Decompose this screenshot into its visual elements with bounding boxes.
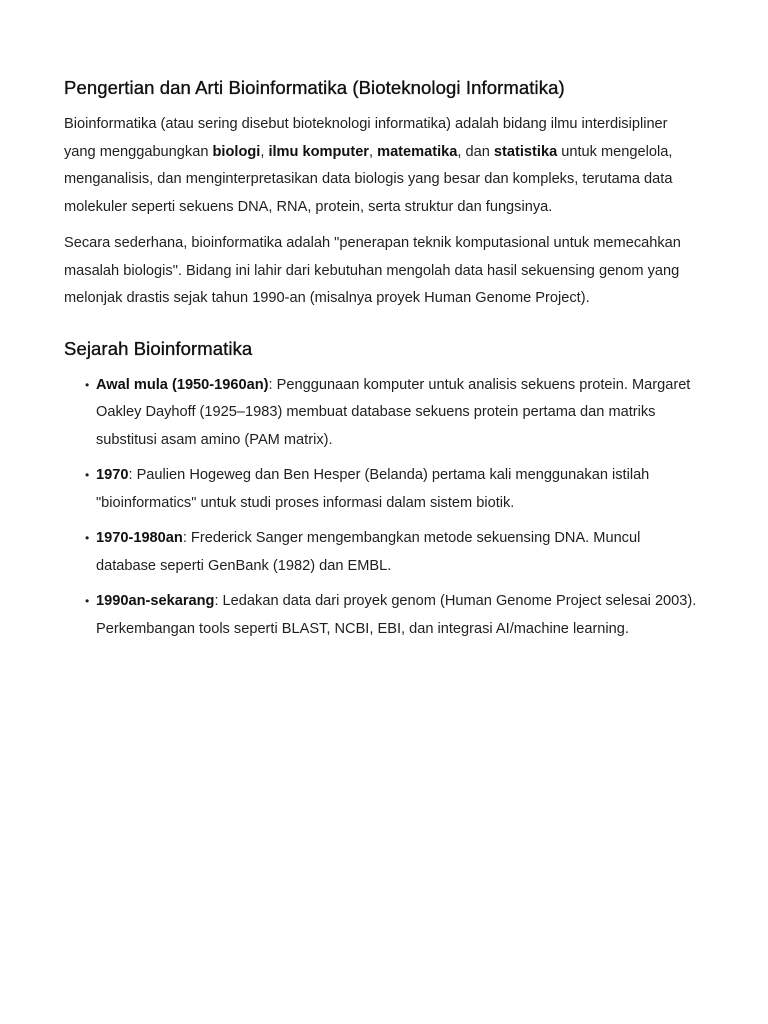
paragraph-text: ,: [260, 143, 269, 160]
list-item-label: Awal mula (1950-1960an): [96, 376, 269, 393]
list-item-label: 1970: [96, 467, 129, 483]
bold-term-biologi: biologi: [212, 143, 261, 160]
bold-term-statistika: statistika: [493, 143, 558, 160]
section-heading-sejarah: Sejarah Bioinformatika: [64, 337, 253, 359]
paragraph-text: Bioinformatika (atau sering disebut bioteknologi informatika) adalah bidang ilmu interdisipliner yang menggabungkan: [64, 116, 668, 160]
list-item-label: 1970-1980an: [96, 530, 183, 546]
list-item-label: 1990an-sekarang: [96, 593, 215, 609]
paragraph-text: ,: [368, 143, 378, 160]
bold-term-ilmu-komputer: ilmu komputer: [268, 143, 369, 160]
list-item-text: : Penggunaan komputer untuk analisis sekuens protein. Margaret Oakley Dayhoff (1925–1983) membuat database sekuens protein pertama dan matriks substitusi asam amino (PAM matrix).: [96, 376, 691, 448]
list-item-text: : Ledakan data dari proyek genom (Human Genome Project selesai 2003). Perkembangan tools seperti BLAST, NCBI, EBI, dan integrasi AI/machine learning.: [96, 593, 697, 637]
list-item: [64, 372, 700, 455]
paragraph-text: untuk mengelola, menganalisis, dan menginterpretasikan data biologis yang besar dan kompleks, terutama data molekuler seperti sekuens DNA, RNA, protein, serta struktur dan fungsinya.: [64, 143, 673, 215]
bullet-icon: •: [85, 531, 90, 545]
history-list: [64, 372, 700, 644]
list-item: [64, 525, 700, 580]
bold-term-matematika: matematika: [377, 143, 458, 160]
document-page: [64, 74, 700, 651]
bullet-icon: •: [85, 594, 90, 608]
section-heading-pengertian: Pengertian dan Arti Bioinformatika (Bioteknologi Informatika): [64, 77, 565, 98]
paragraph-text: , dan: [457, 143, 494, 160]
list-item: [64, 462, 700, 517]
paragraph-definition: [64, 111, 700, 221]
bullet-icon: •: [85, 468, 90, 482]
list-item-text: : Frederick Sanger mengembangkan metode sekuensing DNA. Muncul database seperti GenBank (1982) dan EMBL.: [96, 530, 641, 574]
paragraph-simple-definition: Secara sederhana, bioinformatika adalah "penerapan teknik komputasional untuk memecahkan masalah biologis". Bidang ini lahir dari kebutuhan mengolah data hasil sekuensing genom yang melonjak drastis sejak tahun 1990-an (misalnya proyek Human Genome Project).: [64, 235, 681, 306]
list-item: [64, 588, 700, 643]
list-item-text: : Paulien Hogeweg dan Ben Hesper (Belanda) pertama kali menggunakan istilah "bioinformatics" untuk studi proses informasi dalam sistem biotik.: [96, 467, 650, 511]
bullet-icon: •: [85, 377, 90, 392]
